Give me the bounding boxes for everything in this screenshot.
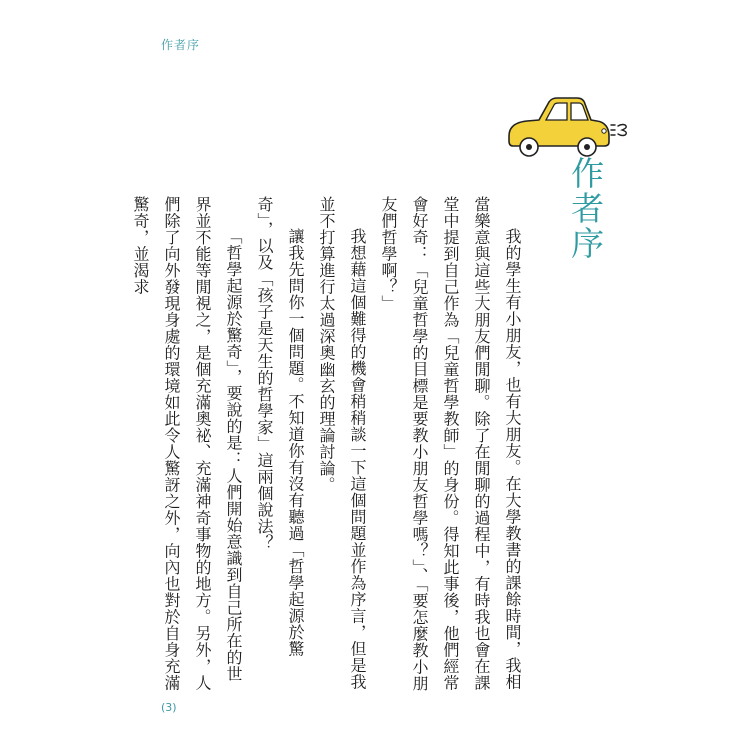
paragraph-2: 我想藉這個難得的機會稍稍談一下這個問題並作為序言，但是我並不打算進行太過深奧幽玄的理論討論。 — [317, 196, 367, 690]
chapter-title: 作者序 — [566, 156, 606, 261]
page-number: (3) — [161, 701, 177, 714]
body-text — [131, 196, 528, 692]
paragraph-4: 「哲學起源於驚奇」，要說的是：人們開始意識到自己所在的世界並不能等閒視之，是個充滿奧祕、充滿神奇事物的地方。另外，人們除了向外發現身處的環境如此令人驚訝之外，向內也對於自身充滿驚奇，並渴求 — [131, 196, 243, 691]
paragraph-3: 讓我先問你一個問題。不知道你有沒有聽過「哲學起源於驚奇」，以及「孩子是天生的哲學家」這兩個說法？ — [255, 196, 305, 657]
paragraph-1: 我的學生有小朋友，也有大朋友。在大學教書的課餘時間，我相當樂意與這些大朋友們閒聊。除了在閒聊的過程中，有時我也會在課堂中提到自己作為「兒童哲學教師」的身份。得知此事後，他們經常會好奇：「兒童哲學的目標是要教小朋友哲學嗎？」、「要怎麼教小朋友們哲學啊？」 — [379, 196, 522, 692]
running-header: 作者序 — [161, 38, 201, 52]
